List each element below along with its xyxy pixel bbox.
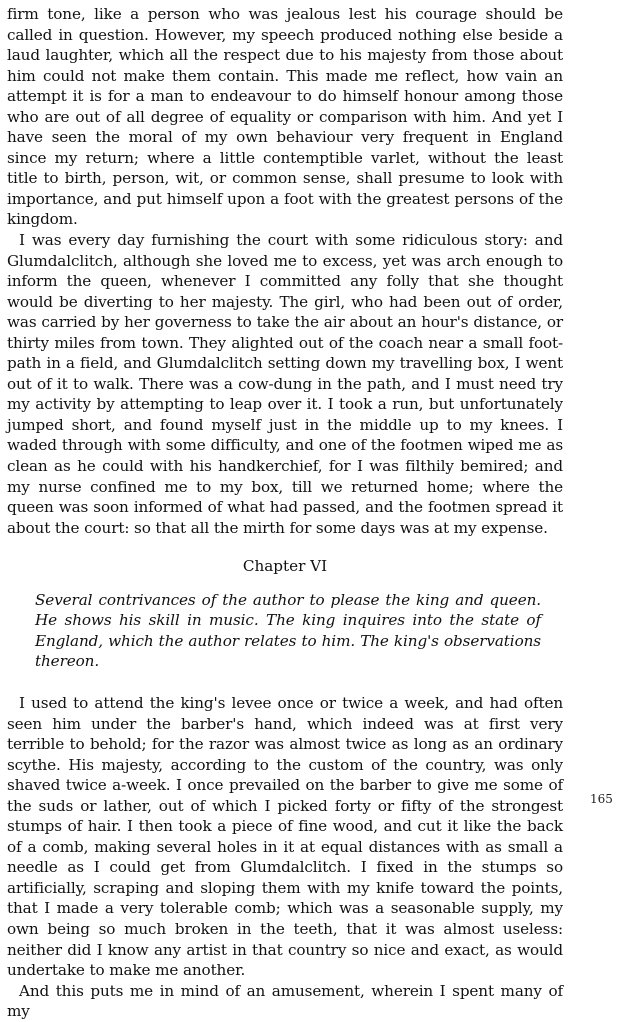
body-paragraph: I used to attend the king's levee once or twice a week, and had often seen him under the barber's hand, which indeed was at first very terrible to behold; for the razor was almost twice as long as an ordinary scythe. His majesty, according to the custom of the country, was only shaved twice a-week. I once prevailed on the barber to give me some of the suds or lather, out of which I picked forty or fifty of the strongest stumps of hair. I then took a piece of fine wood, and cut it like the back of a comb, making several holes in it at equal distances with as small a needle as I could get from Glumdalclitch. I fixed in the stumps so artificially, scraping and sloping them with my knife toward the points, that I made a very tolerable comb; which was a seasonable supply, my own being so much broken in the teeth, that it was almost useless: neither did I know any artist in that country so nice and exact, as would undertake to make me another.	[7, 693, 563, 980]
chapter-summary: Several contrivances of the author to please the king and queen. He shows his skill in music. The king inquires into the state of England, which the author relates to him. The king's observations thereon.	[35, 590, 541, 671]
chapter-title: Chapter VI	[242, 557, 328, 576]
body-paragraph: firm tone, like a person who was jealous lest his courage should be called in question. However, my speech produced nothing else beside a laud laughter, which all the respect due to his majesty from those about him could not make them contain. This made me reflect, how vain an attempt it is for a man to endeavour to do himself honour among those who are out of all degree of equality or comparison with him. And yet I have seen the moral of my own behaviour very frequent in England since my return; where a little contemptible varlet, without the least title to birth, person, wit, or common sense, shall presume to look with importance, and put himself upon a foot with the greatest persons of the kingdom.	[7, 5, 563, 229]
body-paragraph: And this puts me in mind of an amusement, wherein I spent many of my	[7, 981, 563, 1021]
page-body	[7, 4, 563, 1022]
page-number: 165	[590, 792, 613, 806]
body-paragraph: I was every day furnishing the court with some ridiculous story: and Glumdalclitch, although she loved me to excess, yet was arch enough to inform the queen, whenever I committed any folly that she thought would be diverting to her majesty. The girl, who had been out of order, was carried by her governess to take the air about an hour's distance, or thirty miles from town. They alighted out of the coach near a small foot-path in a field, and Glumdalclitch setting down my travelling box, I went out of it to walk. There was a cow-dung in the path, and I must need try my activity by attempting to leap over it. I took a run, but unfortunately jumped short, and found myself just in the middle up to my knees. I waded through with some difficulty, and one of the footmen wiped me as clean as he could with his handkerchief, for I was filthily bemired; and my nurse confined me to my box, till we returned home; where the queen was soon informed of what had passed, and the footmen spread it about the court: so that all the mirth for some days was at my expense.	[7, 231, 563, 537]
